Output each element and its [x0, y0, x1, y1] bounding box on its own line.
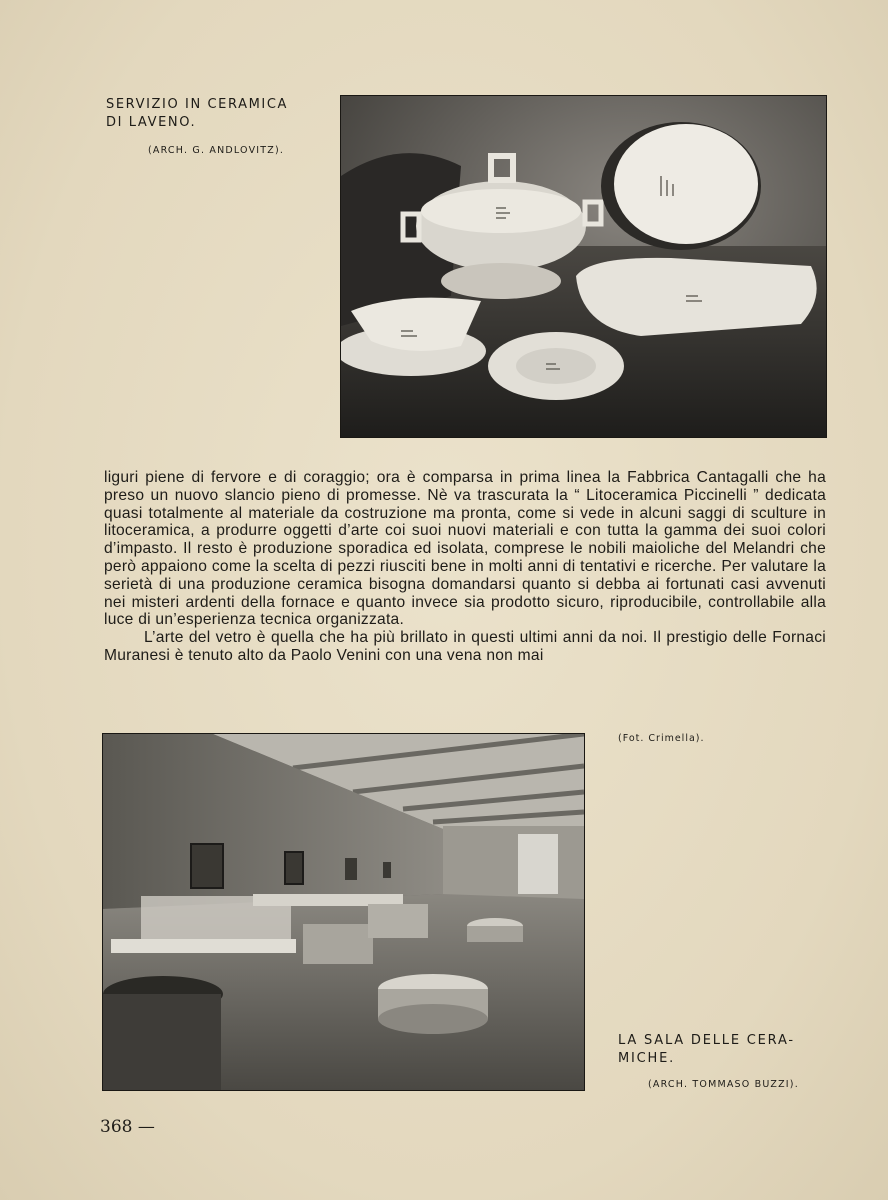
ceramics-photo: [341, 96, 826, 437]
article-text: [104, 469, 826, 665]
caption-line: LA SALA DELLE CERA-: [618, 1033, 795, 1048]
page-number: 368 —: [100, 1117, 155, 1137]
top-figure-caption: [106, 96, 326, 160]
caption-line: SERVIZIO IN CERAMICA: [106, 97, 289, 112]
paragraph: L’arte del vetro è quella che ha più brillato in questi ultimi anni da noi. Il prestigio delle Fornaci Muranesi è tenuto alto da Paolo Venini con una vena non mai: [104, 629, 826, 664]
architect-credit: (ARCH. G. ANDLOVITZ).: [148, 145, 285, 156]
ceramics-hall-photo: [103, 734, 584, 1090]
bottom-figure-caption: [618, 1032, 838, 1094]
photo-credit: (Fot. Crimella).: [618, 733, 705, 744]
architect-credit: (ARCH. TOMMASO BUZZI).: [648, 1079, 799, 1090]
paragraph: liguri piene di fervore e di coraggio; ora è comparsa in prima linea la Fabbrica Cantagalli che ha preso un nuovo slancio pieno di promesse. Nè va trascurata la “ Litoceramica Piccinelli ” dedicata quasi totalmente al materiale da costruzione ma pronta, come si vede in alcuni saggi di sculture in litoceramica, a produrre oggetti d’arte coi suoi nuovi materiali e con tutta la gamma dei suoi colori d’impasto. Il resto è produzione sporadica ed isolata, comprese le nobili maioliche del Melandri che però appaiono come la scelta di pezzi riusciti bene in molti anni di tentativi e ricerche. Per valutare la serietà di una produzione ceramica bisogna domandarsi quanto si debba ai fortunati casi avvenuti nei misteri ardenti della fornace e quanto invece sia prodotto sicuro, riproducibile, controllabile alla luce di un’esperienza tecnica organizzata.: [104, 469, 826, 629]
caption-line: DI LAVENO.: [106, 115, 197, 130]
caption-line: MICHE.: [618, 1051, 676, 1066]
